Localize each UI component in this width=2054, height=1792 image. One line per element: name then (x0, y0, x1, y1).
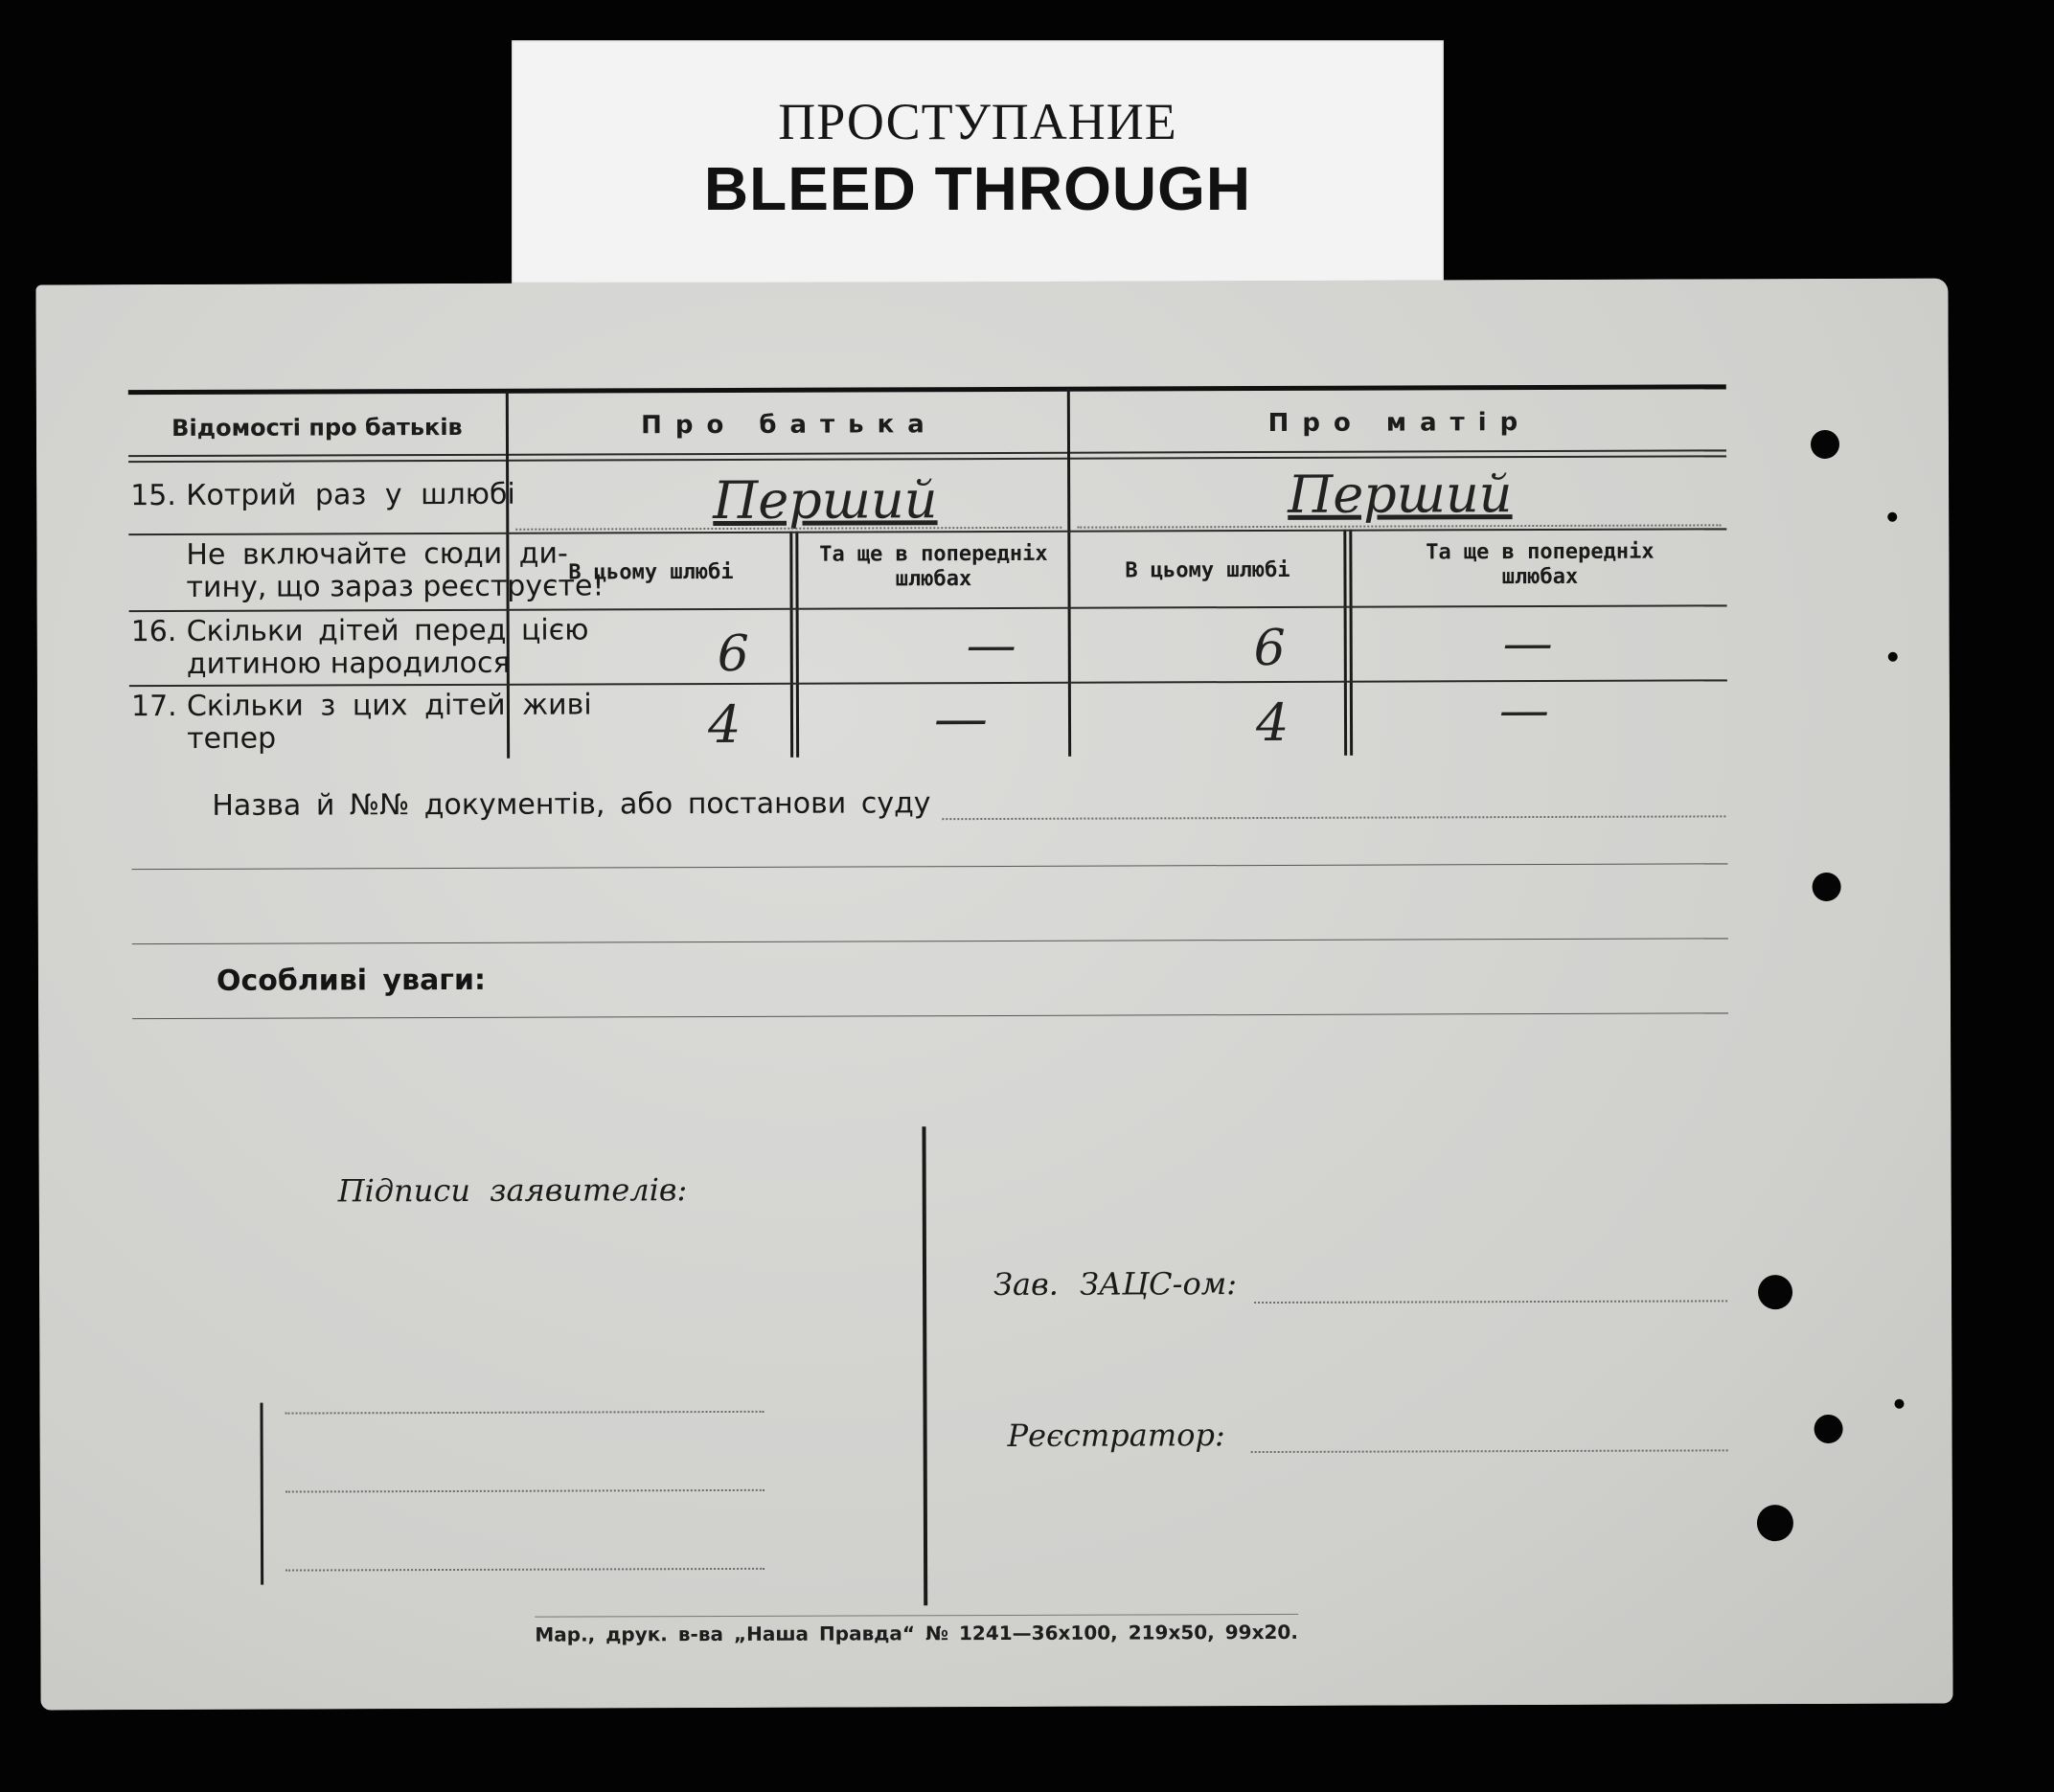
row16-mother-prev: — (1502, 614, 1553, 673)
subcolumn-divider-mother (1343, 530, 1347, 756)
zags-head-label: Зав. ЗАЦС-ом: (993, 1265, 1238, 1304)
row15-number: 15. (130, 478, 176, 513)
label-english: BLEED THROUGH (703, 154, 1252, 223)
row17-line1: Скільки з цих дітей живі (186, 688, 592, 723)
mother-previous-header-1: Та ще в попередніх (1426, 539, 1655, 565)
row16-father-prev: — (966, 616, 1016, 675)
header-about-mother: Про матір (1267, 408, 1532, 438)
row16-line1: Скільки дітей перед цією (186, 613, 589, 648)
mother-this-marriage-header: В цьому шлюбі (1125, 557, 1290, 583)
label-russian: ПРОСТУПАНИЕ (778, 93, 1177, 150)
binder-hole (1888, 652, 1898, 662)
row17-number: 17. (130, 689, 177, 724)
row16-mother-this: 6 (1253, 619, 1286, 678)
row16-line2: дитиною народилося (186, 646, 511, 681)
binder-hole (1811, 430, 1839, 459)
binder-hole (1757, 1505, 1793, 1541)
father-previous-header-1: Та ще в попередніх (819, 541, 1048, 567)
bleed-through-label-card (512, 40, 1444, 284)
row15-father-value: Перший (713, 469, 938, 532)
remarks-label: Особливі уваги: (216, 963, 487, 998)
note-bottom-rule (129, 604, 1727, 612)
binder-hole (1758, 1275, 1792, 1309)
signature-line-2 (285, 1489, 765, 1493)
row15-label: Котрий раз у шлюбі (186, 477, 515, 512)
binder-hole (1813, 873, 1841, 901)
remarks-rule (132, 1012, 1728, 1019)
documents-rule-1 (132, 863, 1728, 870)
binder-hole (1894, 1399, 1904, 1409)
row16-number: 16. (130, 614, 177, 649)
row16-bottom-rule (129, 679, 1727, 687)
subcolumn-divider-father (789, 532, 793, 758)
row17-father-this: 4 (707, 693, 742, 756)
documents-label: Назва й №№ документів, або постанови суду (212, 786, 931, 823)
binder-hole (1887, 512, 1897, 522)
signature-line-1 (285, 1411, 765, 1415)
zags-head-dotline (1254, 1300, 1727, 1304)
signature-bracket (260, 1403, 263, 1585)
row17-father-prev: — (933, 688, 989, 751)
header-about-father: Про батька (641, 410, 938, 441)
header-parents-info: Відомості про батьків (171, 413, 463, 442)
row17-mother-this: 4 (1255, 692, 1289, 754)
row17-mother-prev: — (1498, 681, 1550, 740)
registrar-label: Реєстратор: (1007, 1417, 1225, 1454)
mother-previous-header-2: шлюбах (1501, 564, 1579, 590)
signature-section-divider (922, 1126, 927, 1605)
documents-dotline (942, 815, 1725, 820)
signature-line-3 (285, 1568, 765, 1572)
signatures-label: Підписи заявителів: (337, 1171, 688, 1210)
note-line2: тину, що зараз реєструєте! (186, 569, 605, 604)
table-top-rule (128, 384, 1726, 395)
note-line1: Не включайте сюди ди- (186, 536, 568, 572)
row16-father-this: 6 (717, 624, 749, 684)
registrar-dotline (1251, 1449, 1728, 1453)
father-previous-header-2: шлюбах (895, 567, 972, 592)
binder-hole (1814, 1415, 1843, 1443)
row17-line2: тепер (187, 721, 277, 756)
header-rule-2 (128, 455, 1726, 463)
form-page (35, 279, 1952, 1711)
row15-mother-value: Перший (1288, 464, 1513, 525)
printer-footer: Мар., друк. в-ва „Наша Правда“ № 1241—36х100, 219х50, 99х20. (535, 1614, 1298, 1646)
father-this-marriage-header: В цьому шлюбі (568, 559, 734, 585)
documents-rule-2 (132, 938, 1728, 944)
